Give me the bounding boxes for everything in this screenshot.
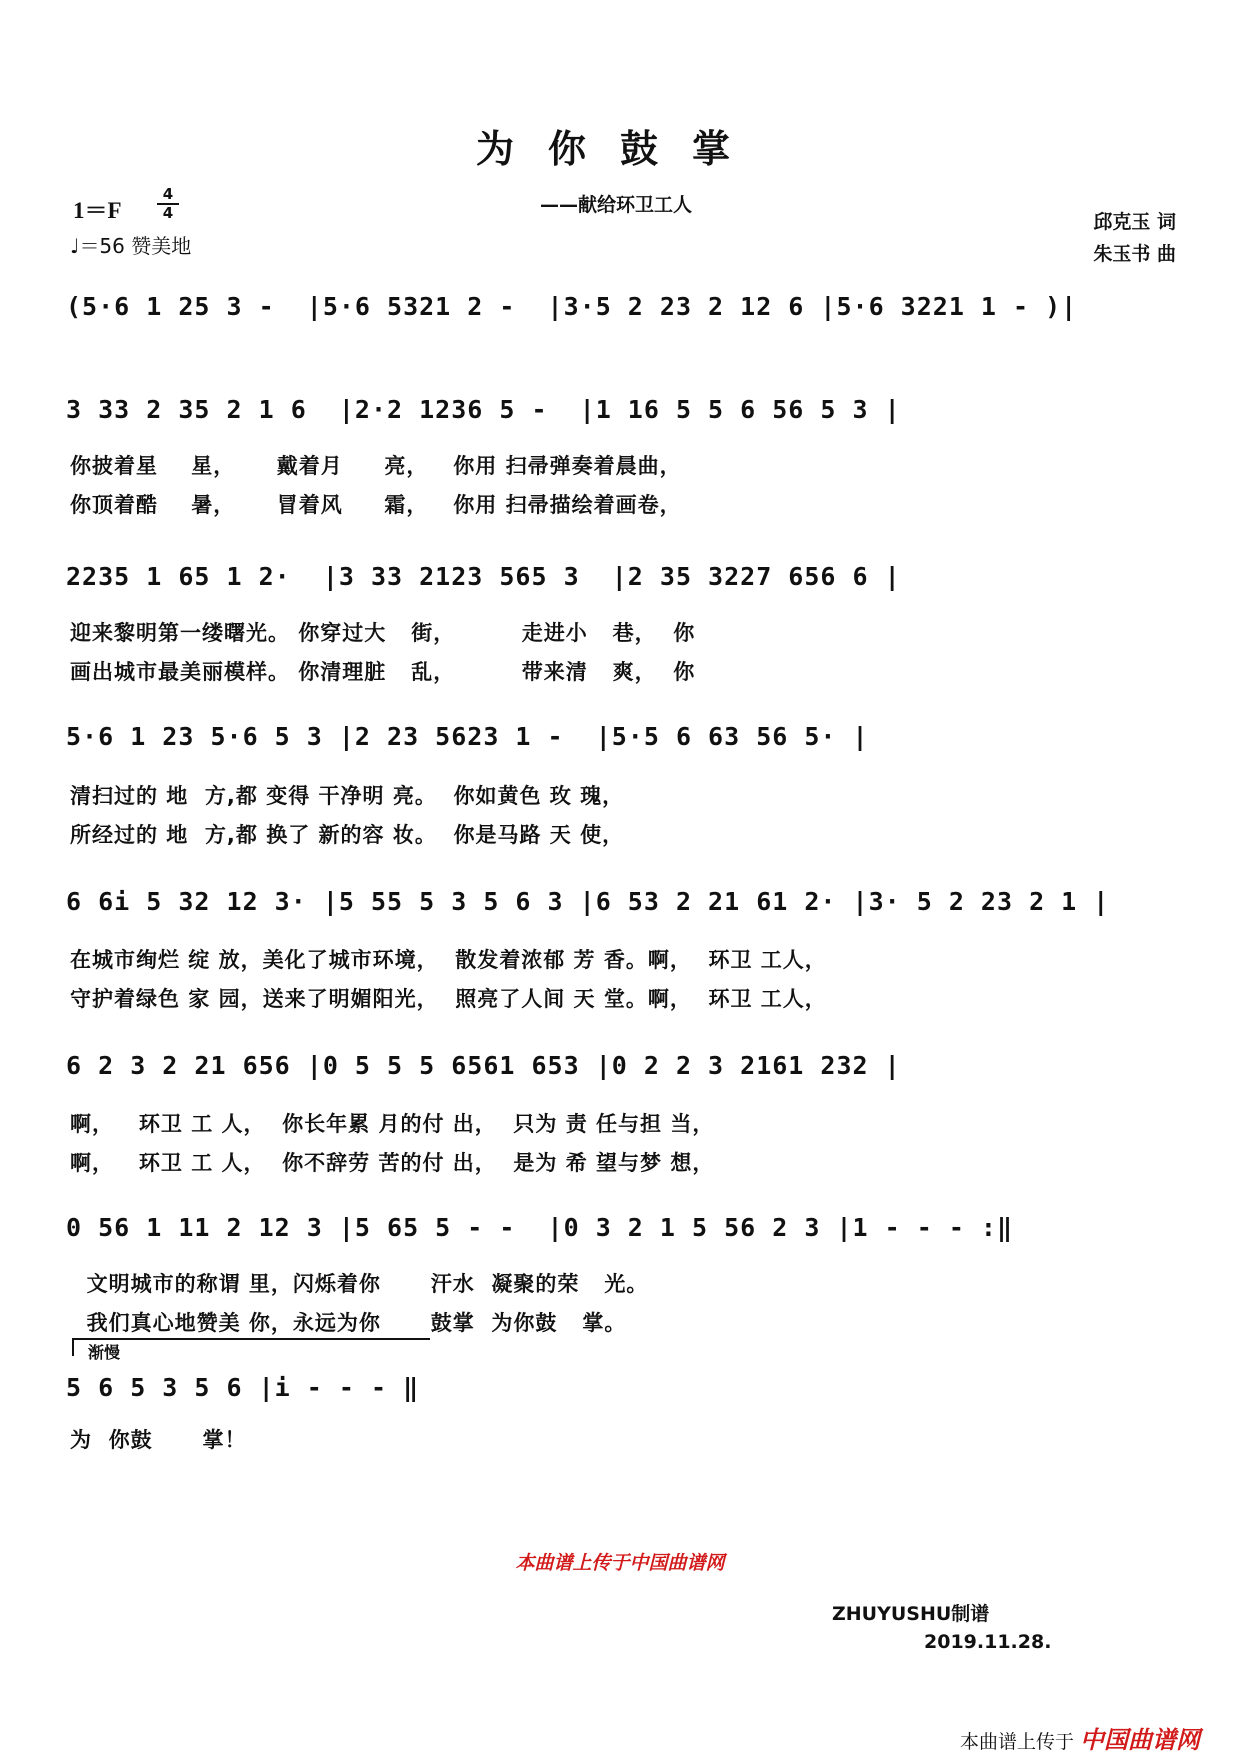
composer: 朱玉书 曲	[1093, 243, 1176, 265]
lyric-line-ending: 为 你鼓 掌！	[70, 1428, 247, 1452]
lyric-line-verse1: 迎来黎明第一缕曙光。 你穿过大 街， 走进小 巷， 你	[70, 621, 696, 645]
ritardando-label: 渐慢	[88, 1343, 121, 1362]
notation-row-intro: (5·6 1 25 3 - |5·6 5321 2 - |3·5 2 23 2 12 6 |5·6 3221 1 - )|	[66, 292, 1078, 321]
notation-row: 2235 1 65 1 2· |3 33 2123 565 3 |2 35 3227 656 6 |	[66, 562, 901, 591]
upload-note: 本曲谱上传于中国曲谱网	[515, 1552, 725, 1574]
key-signature: 1＝F	[73, 198, 122, 223]
lyric-line-verse2: 你顶着酷 暑， 冒着风 霜， 你用 扫帚描绘着画卷，	[70, 493, 682, 517]
lyric-line-verse2: 守护着绿色 家 园，送来了明媚阳光， 照亮了人间 天 堂。啊， 环卫 工人，	[70, 987, 827, 1011]
time-signature-bottom: 4	[157, 203, 179, 222]
site-logo[interactable]: 中国曲谱网	[1080, 1726, 1200, 1754]
notation-row: 3 33 2 35 2 1 6 |2·2 1236 5 - |1 16 5 5 6 56 5 3 |	[66, 395, 901, 424]
footer-text: 本曲谱上传于	[959, 1731, 1074, 1753]
credits	[1093, 206, 1176, 270]
lyricist: 邱克玉 词	[1093, 211, 1176, 233]
notation-row: 6 2 3 2 21 656 |0 5 5 5 6561 653 |0 2 2 3 2161 232 |	[66, 1051, 901, 1080]
tempo-marking	[70, 230, 191, 259]
lyric-line-verse2: 啊， 环卫 工 人， 你不辞劳 苦的付 出， 是为 希 望与梦 想，	[70, 1151, 715, 1175]
time-signature-top: 4	[162, 185, 174, 203]
ritardando-bracket	[72, 1338, 430, 1356]
lyric-line-verse2: 画出城市最美丽模样。 你清理脏 乱， 带来清 爽， 你	[70, 660, 696, 684]
notation-row: 6 6i 5 32 12 3· |5 55 5 3 5 6 3 |6 53 2 21 61 2· |3· 5 2 23 2 1 |	[66, 887, 1110, 916]
lyric-line-verse2: 我们真心地赞美 你，永远为你 鼓掌 为你鼓 掌。	[70, 1311, 627, 1335]
lyric-line-verse1: 文明城市的称谓 里，闪烁着你 汗水 凝聚的荣 光。	[70, 1272, 649, 1296]
lyric-line-verse1: 你披着星 星， 戴着月 亮， 你用 扫帚弹奏着晨曲，	[70, 454, 682, 478]
notation-row: 5·6 1 23 5·6 5 3 |2 23 5623 1 - |5·5 6 63 56 5· |	[66, 722, 869, 751]
score-title: 为你鼓掌	[475, 127, 764, 171]
score-subtitle: ——献给环卫工人	[540, 194, 693, 216]
maker-credit	[832, 1600, 1051, 1656]
tempo-value: ＝56 赞美地	[79, 234, 192, 258]
notation-row-ending: 5 6 5 3 5 6 |i - - - ‖	[66, 1373, 420, 1402]
lyric-line-verse1: 啊， 环卫 工 人， 你长年累 月的付 出， 只为 责 任与担 当，	[70, 1112, 715, 1136]
time-signature	[157, 186, 179, 222]
lyric-line-verse1: 清扫过的 地 方,都 变得 干净明 亮。 你如黄色 玫 瑰，	[70, 784, 625, 808]
notation-row: 0 56 1 11 2 12 3 |5 65 5 - - |0 3 2 1 5 56 2 3 |1 - - - :‖	[66, 1213, 1014, 1242]
lyric-line-verse2: 所经过的 地 方,都 换了 新的容 妆。 你是马路 天 使，	[70, 823, 625, 847]
maker-date: 2019.11.28.	[924, 1631, 1052, 1653]
quarter-note-icon: ♩	[70, 234, 80, 258]
lyric-line-verse1: 在城市绚烂 绽 放，美化了城市环境， 散发着浓郁 芳 香。啊， 环卫 工人，	[70, 948, 827, 972]
site-footer	[960, 1720, 1200, 1755]
maker-name: ZHUYUSHU制谱	[832, 1603, 990, 1625]
